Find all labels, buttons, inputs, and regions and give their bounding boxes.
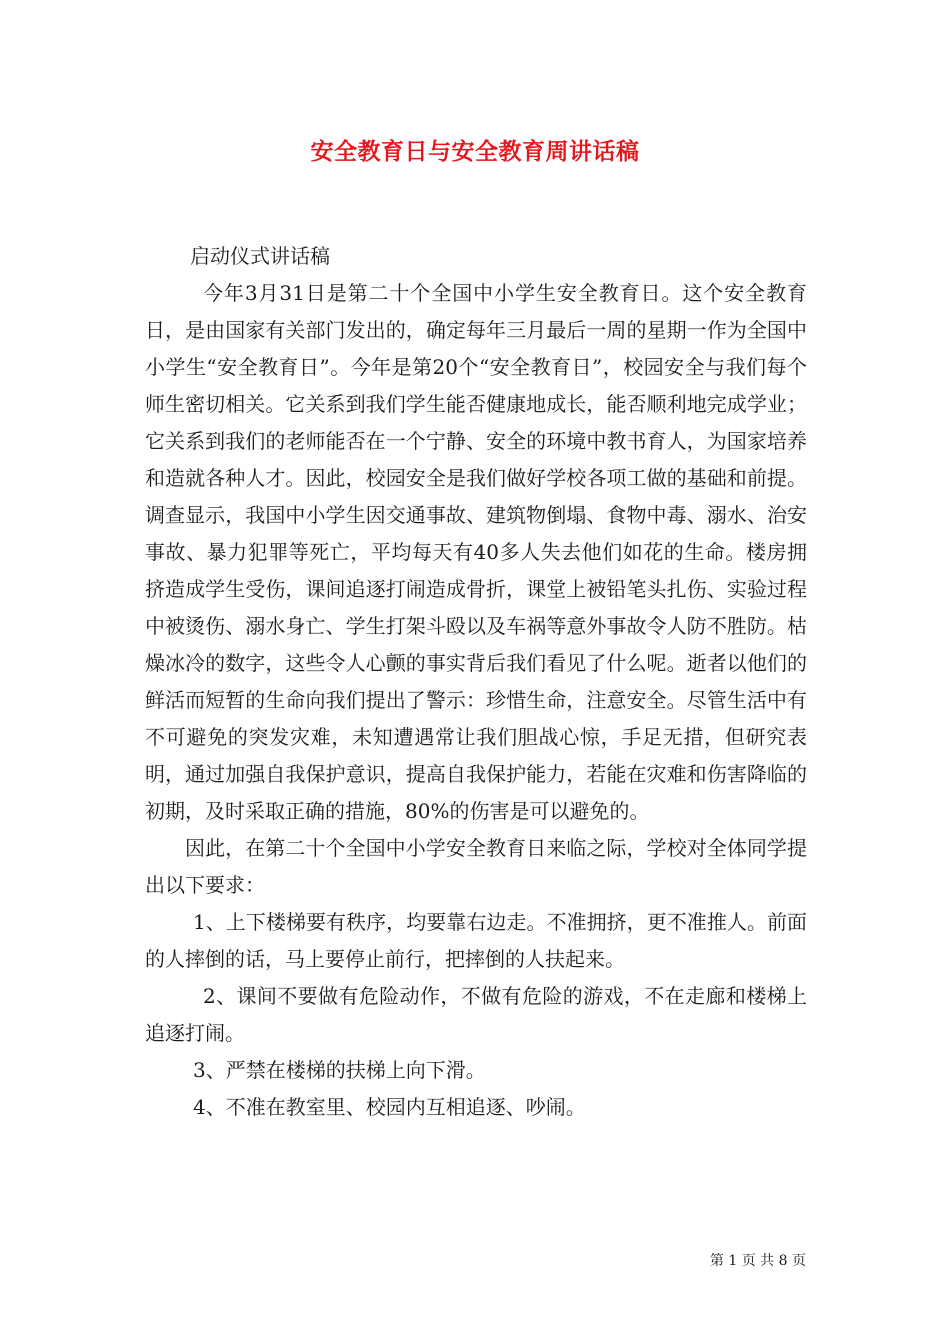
section-subheading: 启动仪式讲话稿	[190, 244, 330, 268]
current-page-number: 1	[728, 1253, 738, 1269]
paragraph: 今年3月31日是第二十个全国中小学生安全教育日。这个安全教育日，是由国家有关部门发出的，确定每年三月最后一周的星期一作为全国中小学生“安全教育日”。今年是第20个“安全教育日”，校园安全与我们每个师生密切相关。它关系到我们学生能否健康地成长，能否顺利地完成学业；它关系到我们的老师能否在一个宁静、安全的环境中教书育人，为国家培养和造就各种人才。因此，校园安全是我们做好学校各项工做的基础和前提。调查显示，我国中小学生因交通事故、建筑物倒塌、食物中毒、溺水、治安事故、暴力犯罪等死亡，平均每天有40多人失去他们如花的生命。楼房拥挤造成学生受伤，课间追逐打闹造成骨折，课堂上被铅笔头扎伤、实验过程中被烫伤、溺水身亡、学生打架斗殴以及车祸等意外事故令人防不胜防。枯燥冰冷的数字，这些令人心颤的事实背后我们看见了什么呢。逝者以他们的鲜活而短暂的生命向我们提出了警示：珍惜生命，注意安全。尽管生活中有不可避免的突发灾难，未知遭遇常让我们胆战心惊，手足无措，但研究表明，通过加强自我保护意识，提高自我保护能力，若能在灾难和伤害降临的初期，及时采取正确的措施，80%的伤害是可以避免的。	[145, 281, 807, 823]
document-body	[145, 238, 807, 1126]
requirement-item: 3、严禁在楼梯的扶梯上向下滑。	[193, 1058, 486, 1082]
requirement-item: 1、上下楼梯要有秩序，均要靠右边走。不准拥挤，更不准推人。前面的人摔倒的话，马上要停止前行，把摔倒的人扶起来。	[145, 910, 807, 971]
page-label-middle: 页 共	[741, 1253, 775, 1269]
requirement-item: 4、不准在教室里、校园内互相追逐、吵闹。	[193, 1095, 586, 1119]
document-title: 安全教育日与安全教育周讲话稿	[310, 138, 640, 165]
paragraph: 因此，在第二十个全国中小学安全教育日来临之际，学校对全体同学提出以下要求：	[145, 836, 807, 897]
total-pages-number: 8	[778, 1253, 788, 1269]
page-label-suffix: 页	[792, 1253, 806, 1269]
page-number-footer	[710, 1250, 806, 1270]
requirement-item: 2、课间不要做有危险动作，不做有危险的游戏，不在走廊和楼梯上追逐打闹。	[145, 984, 807, 1045]
page-label-prefix: 第	[709, 1253, 724, 1269]
